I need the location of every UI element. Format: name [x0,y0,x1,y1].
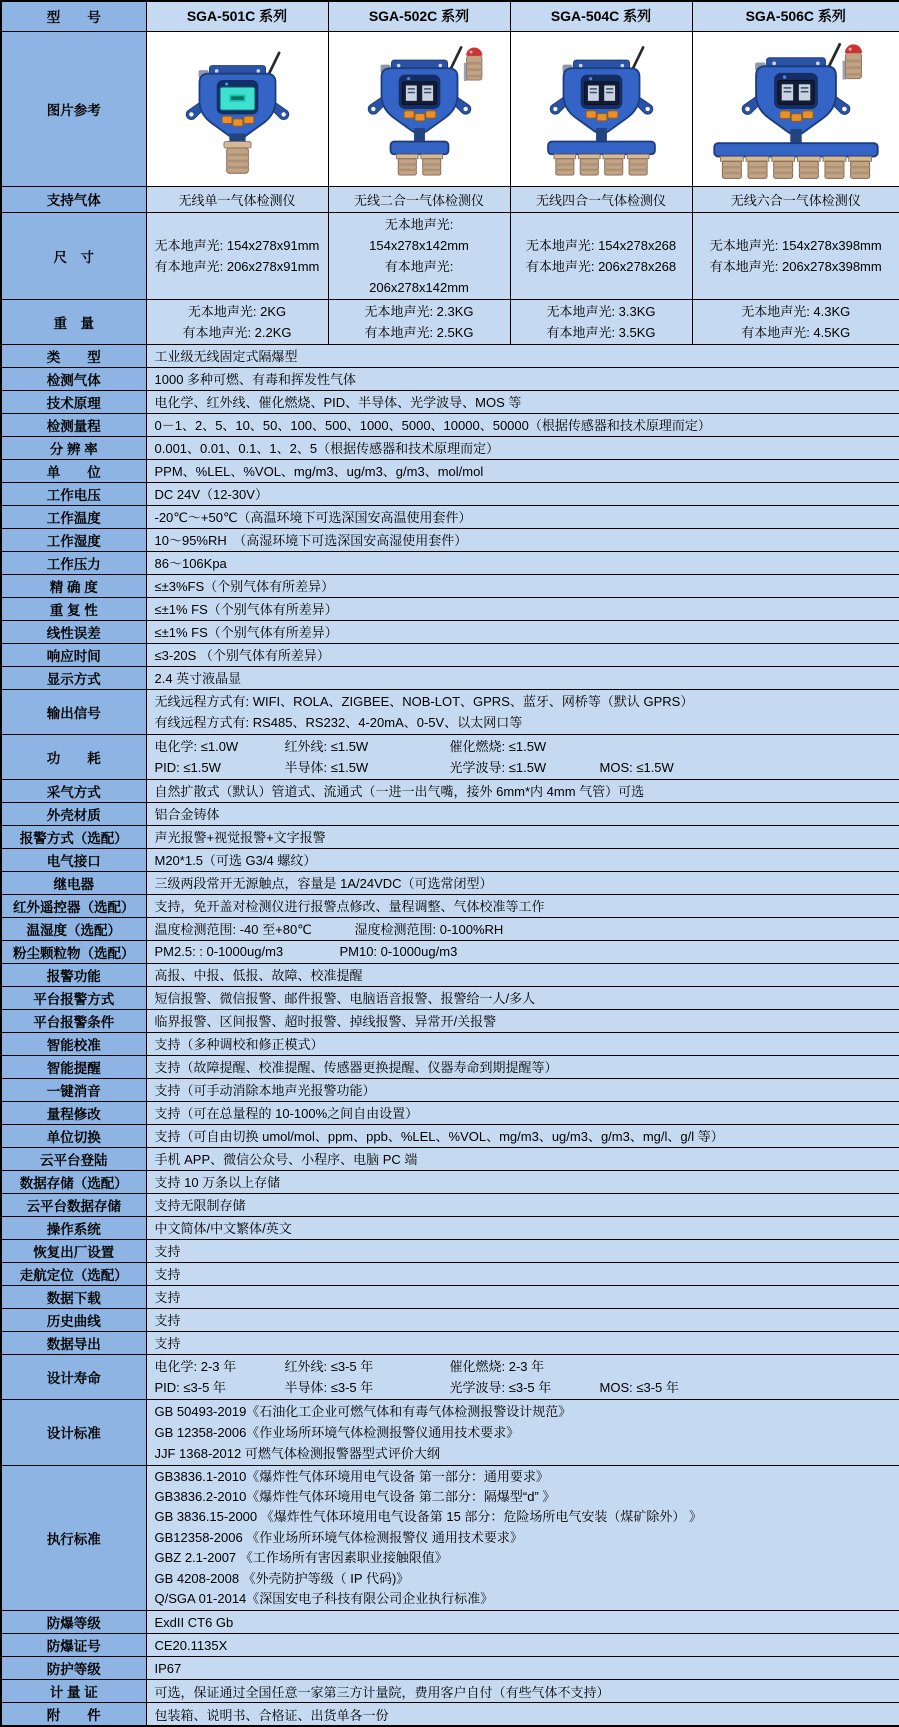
table-row-relay [1,871,899,894]
table-row-accessories [1,1703,899,1727]
accessories-value: 包装箱、说明书、合格证、出货单各一份 [146,1703,899,1727]
metrology-cert-label: 计 量 证 [1,1680,146,1703]
design-life-value: 电化学: 2-3 年 红外线: ≤3-5 年 催化燃烧: 2-3 年 PID: ≤3-5 年 半导体: ≤3-5 年 光学波导: ≤3-5 年 MOS: ≤3-5 年 [146,1354,899,1399]
table-row-protection-class [1,1657,899,1680]
table-row-supported-gas [1,186,899,212]
table-row-metrology-cert [1,1680,899,1703]
table-row-data-export [1,1331,899,1354]
range-label: 检测量程 [1,413,146,436]
table-row-platform-alarm-mode [1,986,899,1009]
table-row-work-temperature [1,505,899,528]
history-curve-label: 历史曲线 [1,1308,146,1331]
os-label: 操作系统 [1,1216,146,1239]
display-value: 2.4 英寸液晶显 [146,666,899,689]
principle-label: 技术原理 [1,390,146,413]
exec-standard-label: 执行标准 [1,1465,146,1611]
table-row-platform-alarm-condition [1,1009,899,1032]
dimensions-label: 尺 寸 [1,212,146,299]
table-row-principle [1,390,899,413]
model-sga-506c: SGA-506C 系列 [692,1,899,31]
detected-gases-value: 1000 多种可燃、有毒和挥发性气体 [146,367,899,390]
os-value: 中文简体/中文繁体/英文 [146,1216,899,1239]
temp-humidity-option-label: 温湿度（选配） [1,917,146,940]
work-temperature-value: -20℃～+50℃（高温环境下可选深国安高温使用套件） [146,505,899,528]
explosion-cert-value: CE20.1135X [146,1634,899,1657]
display-label: 显示方式 [1,666,146,689]
electrical-interface-value: M20*1.5（可选 G3/4 螺纹） [146,848,899,871]
dust-option-label: 粉尘颗粒物（选配） [1,940,146,963]
sampling-label: 采气方式 [1,779,146,802]
output-signal-label: 输出信号 [1,689,146,734]
factory-reset-value: 支持 [146,1239,899,1262]
accuracy-value: ≤±3%FS（个别气体有所差异） [146,574,899,597]
table-row-type [1,344,899,367]
table-row-images [1,31,899,186]
work-humidity-value: 10～95%RH （高湿环境下可选深国安高湿使用套件） [146,528,899,551]
table-row-smart-calibration [1,1032,899,1055]
power-consumption-label: 功 耗 [1,734,146,779]
table-row-ir-remote [1,894,899,917]
table-row-design-life [1,1354,899,1399]
model-row-label: 型 号 [1,1,146,31]
cloud-storage-label: 云平台数据存储 [1,1193,146,1216]
navigation-option-value: 支持 [146,1262,899,1285]
weight-506c: 无本地声光: 4.3KG 有本地声光: 4.5KG [692,299,899,344]
unit-value: PPM、%LEL、%VOL、mg/m3、ug/m3、g/m3、mol/mol [146,459,899,482]
output-signal-value: 无线远程方式有: WIFI、ROLA、ZIGBEE、NOB-LOT、GPRS、蓝牙、网桥等（默认 GPRS） 有线远程方式有: RS485、RS232、4-20mA、0-5V、以太网口等 [146,689,899,734]
principle-value: 电化学、红外线、催化燃烧、PID、半导体、光学波导、MOS 等 [146,390,899,413]
range-modify-label: 量程修改 [1,1101,146,1124]
table-row-work-pressure [1,551,899,574]
electrical-interface-label: 电气接口 [1,848,146,871]
data-download-value: 支持 [146,1285,899,1308]
design-standard-label: 设计标准 [1,1399,146,1465]
range-modify-value: 支持（可在总量程的 10-100%之间自由设置） [146,1101,899,1124]
dimensions-504c: 无本地声光: 154x278x268 有本地声光: 206x278x268 [510,212,692,299]
table-row-explosion-cert [1,1634,899,1657]
table-row-navigation-option [1,1262,899,1285]
table-row-accuracy [1,574,899,597]
model-sga-501c: SGA-501C 系列 [146,1,328,31]
sga-501c-device-image [147,32,328,185]
sga-506c-device-image [693,32,899,185]
relay-label: 继电器 [1,871,146,894]
dimensions-501c: 无本地声光: 154x278x91mm 有本地声光: 206x278x91mm [146,212,328,299]
sga-502c-device-image [329,32,510,185]
table-row-dust-option [1,940,899,963]
table-row-voltage [1,482,899,505]
image-cell-sga-501c [146,31,328,186]
table-row-weight [1,299,899,344]
temp-humidity-option-value: 温度检测范围: -40 至+80℃ 湿度检测范围: 0-100%RH [146,917,899,940]
resolution-label: 分 辨 率 [1,436,146,459]
data-export-label: 数据导出 [1,1331,146,1354]
image-cell-sga-502c [328,31,510,186]
smart-reminder-value: 支持（故障提醒、校准提醒、传感器更换提醒、仪器寿命到期提醒等） [146,1055,899,1078]
work-temperature-label: 工作温度 [1,505,146,528]
table-row-range [1,413,899,436]
table-row-repeatability [1,597,899,620]
repeatability-value: ≤±1% FS（个别气体有所差异） [146,597,899,620]
explosion-class-label: 防爆等级 [1,1611,146,1634]
supported-gas-501c: 无线单一气体检测仪 [146,186,328,212]
table-row-one-key-mute [1,1078,899,1101]
navigation-option-label: 走航定位（选配） [1,1262,146,1285]
type-label: 类 型 [1,344,146,367]
range-value: 0－1、2、5、10、50、100、500、1000、5000、10000、50000（根据传感器和技术原理而定） [146,413,899,436]
table-row-alarm-mode [1,825,899,848]
table-row-range-modify [1,1101,899,1124]
dust-option-value: PM2.5: : 0-1000ug/m3 PM10: 0-1000ug/m3 [146,940,899,963]
accessories-label: 附 件 [1,1703,146,1727]
image-row-label: 图片参考 [1,31,146,186]
platform-alarm-mode-value: 短信报警、微信报警、邮件报警、电脑语音报警、报警给一人/多人 [146,986,899,1009]
table-row-detected-gases [1,367,899,390]
model-sga-502c: SGA-502C 系列 [328,1,510,31]
platform-alarm-condition-value: 临界报警、区间报警、超时报警、掉线报警、异常开/关报警 [146,1009,899,1032]
weight-label: 重 量 [1,299,146,344]
platform-alarm-condition-label: 平台报警条件 [1,1009,146,1032]
resolution-value: 0.001、0.01、0.1、1、2、5（根据传感器和技术原理而定） [146,436,899,459]
explosion-class-value: ExdII CT6 Gb [146,1611,899,1634]
supported-gas-502c: 无线二合一气体检测仪 [328,186,510,212]
detected-gases-label: 检测气体 [1,367,146,390]
table-row-explosion-class [1,1611,899,1634]
linearity-value: ≤±1% FS（个别气体有所差异） [146,620,899,643]
table-row-linearity [1,620,899,643]
alarm-function-label: 报警功能 [1,963,146,986]
ir-remote-label: 红外遥控器（选配） [1,894,146,917]
platform-alarm-mode-label: 平台报警方式 [1,986,146,1009]
response-time-value: ≤3-20S （个别气体有所差异） [146,643,899,666]
voltage-value: DC 24V（12-30V） [146,482,899,505]
supported-gas-506c: 无线六合一气体检测仪 [692,186,899,212]
smart-reminder-label: 智能提醒 [1,1055,146,1078]
cloud-login-value: 手机 APP、微信公众号、小程序、电脑 PC 端 [146,1147,899,1170]
one-key-mute-label: 一键消音 [1,1078,146,1101]
supported-gas-504c: 无线四合一气体检测仪 [510,186,692,212]
table-row-data-storage [1,1170,899,1193]
data-storage-label: 数据存储（选配） [1,1170,146,1193]
table-row-resolution [1,436,899,459]
dimensions-506c: 无本地声光: 154x278x398mm 有本地声光: 206x278x398mm [692,212,899,299]
sga-504c-device-image [511,32,692,185]
repeatability-label: 重 复 性 [1,597,146,620]
cloud-login-label: 云平台登陆 [1,1147,146,1170]
linearity-label: 线性误差 [1,620,146,643]
housing-value: 铝合金铸体 [146,802,899,825]
unit-label: 单 位 [1,459,146,482]
history-curve-value: 支持 [146,1308,899,1331]
housing-label: 外壳材质 [1,802,146,825]
table-row-unit-switch [1,1124,899,1147]
weight-501c: 无本地声光: 2KG 有本地声光: 2.2KG [146,299,328,344]
sampling-value: 自然扩散式（默认）管道式、流通式（一进一出气嘴，接外 6mm*内 4mm 气管）可选 [146,779,899,802]
table-row-smart-reminder [1,1055,899,1078]
table-row-sampling [1,779,899,802]
smart-calibration-value: 支持（多种调校和修正模式） [146,1032,899,1055]
table-row-data-download [1,1285,899,1308]
dimensions-502c: 无本地声光: 154x278x142mm 有本地声光: 206x278x142mm [328,212,510,299]
type-value: 工业级无线固定式隔爆型 [146,344,899,367]
ir-remote-value: 支持，免开盖对检测仪进行报警点修改、量程调整、气体校准等工作 [146,894,899,917]
accuracy-label: 精 确 度 [1,574,146,597]
table-row-temp-humidity-option [1,917,899,940]
table-row-exec-standard [1,1465,899,1611]
table-row-work-humidity [1,528,899,551]
work-pressure-value: 86～106Kpa [146,551,899,574]
explosion-cert-label: 防爆证号 [1,1634,146,1657]
model-sga-504c: SGA-504C 系列 [510,1,692,31]
alarm-function-value: 高报、中报、低报、故障、校准提醒 [146,963,899,986]
design-standard-value: GB 50493-2019《石油化工企业可燃气体和有毒气体检测报警设计规范》 GB 12358-2006《作业场所环境气体检测报警仪通用技术要求》 JJF 1368-2012 可燃气体检测报警器型式评价大纲 [146,1399,899,1465]
relay-value: 三级两段常开无源触点，容量是 1A/24VDC（可选常闭型） [146,871,899,894]
table-row-output-signal [1,689,899,734]
table-row-dimensions [1,212,899,299]
metrology-cert-value: 可选，保证通过全国任意一家第三方计量院，费用客户自付（有些气体不支持） [146,1680,899,1703]
work-humidity-label: 工作湿度 [1,528,146,551]
alarm-mode-value: 声光报警+视觉报警+文字报警 [146,825,899,848]
work-pressure-label: 工作压力 [1,551,146,574]
table-row-response-time [1,643,899,666]
factory-reset-label: 恢复出厂设置 [1,1239,146,1262]
alarm-mode-label: 报警方式（选配） [1,825,146,848]
table-row-display [1,666,899,689]
one-key-mute-value: 支持（可手动消除本地声光报警功能） [146,1078,899,1101]
protection-class-value: IP67 [146,1657,899,1680]
unit-switch-label: 单位切换 [1,1124,146,1147]
table-row-cloud-storage [1,1193,899,1216]
weight-502c: 无本地声光: 2.3KG 有本地声光: 2.5KG [328,299,510,344]
data-export-value: 支持 [146,1331,899,1354]
table-row-cloud-login [1,1147,899,1170]
power-consumption-value: 电化学: ≤1.0W 红外线: ≤1.5W 催化燃烧: ≤1.5W PID: ≤1.5W 半导体: ≤1.5W 光学波导: ≤1.5W MOS: ≤1.5W [146,734,899,779]
data-download-label: 数据下载 [1,1285,146,1308]
table-row-factory-reset [1,1239,899,1262]
design-life-label: 设计寿命 [1,1354,146,1399]
image-cell-sga-506c [692,31,899,186]
table-row-unit [1,459,899,482]
table-row-design-standard [1,1399,899,1465]
unit-switch-value: 支持（可自由切换 umol/mol、ppm、ppb、%LEL、%VOL、mg/m3、ug/m3、g/m3、mg/l、g/l 等） [146,1124,899,1147]
table-row-housing [1,802,899,825]
table-row-electrical-interface [1,848,899,871]
exec-standard-value: GB3836.1-2010《爆炸性气体环境用电气设备 第一部分：通用要求》 GB3836.2-2010《爆炸性气体环境用电气设备 第二部分：隔爆型“d” 》 GB 3836.15-2000 《爆炸性气体环境用电气设备第 15 部分：危险场所电气安装（煤矿除外） 》 GB12358-2006 《作业场所环境气体检测报警仪 通用技术要求》 GBZ 2.1-2007 《工作场所有害因素职业接触限值》 GB 4208-2008 《外壳防护等级（ IP 代码)》 Q/SGA 01-2014《深国安电子科技有限公司企业执行标准》 [146,1465,899,1611]
image-cell-sga-504c [510,31,692,186]
supported-gas-label: 支持气体 [1,186,146,212]
smart-calibration-label: 智能校准 [1,1032,146,1055]
weight-504c: 无本地声光: 3.3KG 有本地声光: 3.5KG [510,299,692,344]
response-time-label: 响应时间 [1,643,146,666]
protection-class-label: 防护等级 [1,1657,146,1680]
table-row-power-consumption [1,734,899,779]
table-row-alarm-function [1,963,899,986]
table-row-os [1,1216,899,1239]
table-row-history-curve [1,1308,899,1331]
table-row-model [1,1,899,31]
data-storage-value: 支持 10 万条以上存储 [146,1170,899,1193]
voltage-label: 工作电压 [1,482,146,505]
cloud-storage-value: 支持无限制存储 [146,1193,899,1216]
